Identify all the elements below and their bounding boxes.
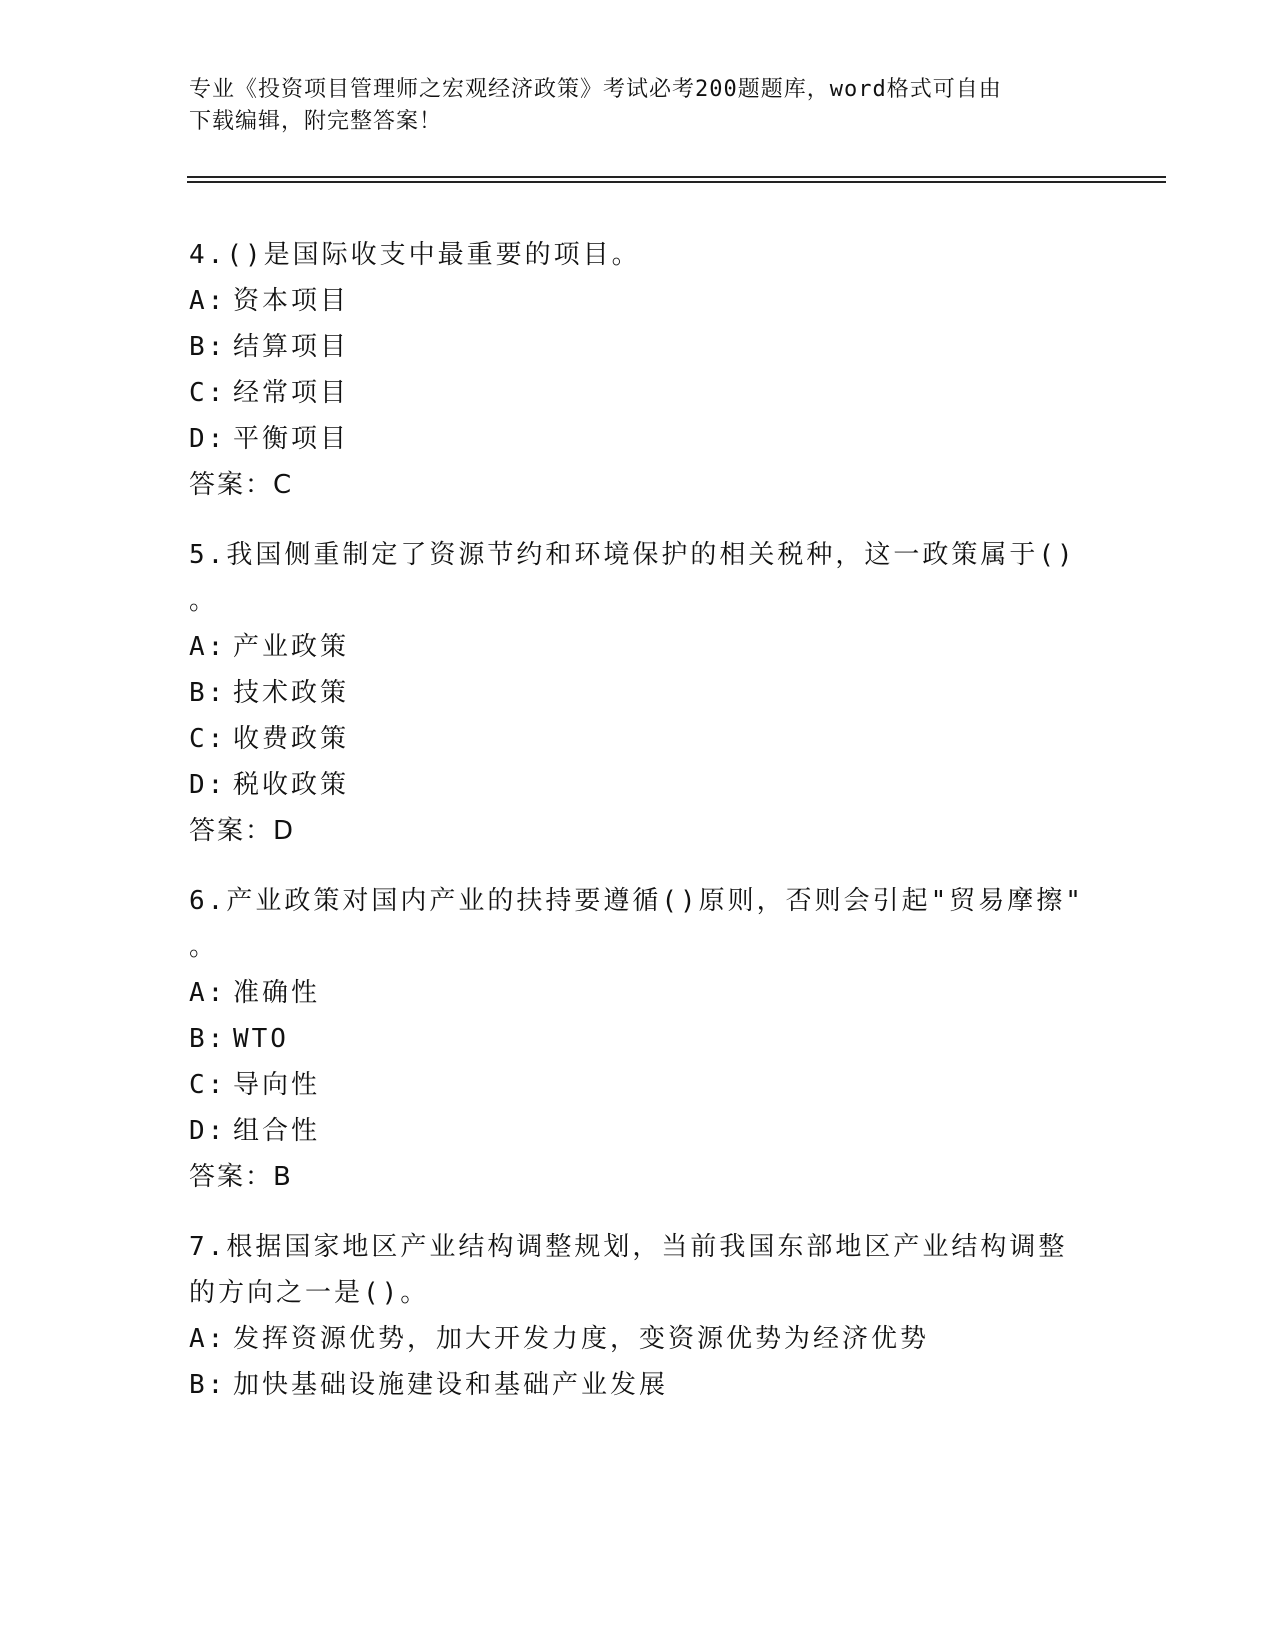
question-text-continued: 。 xyxy=(189,932,219,962)
question-number: 6. xyxy=(189,886,227,916)
option-key: A: xyxy=(189,1324,227,1354)
answer: 答案：B xyxy=(189,1162,293,1192)
option-d xyxy=(189,762,1089,808)
option-a xyxy=(189,278,1089,324)
option-text: 准确性 xyxy=(233,978,321,1008)
option-key: B: xyxy=(189,1024,227,1054)
option-a xyxy=(189,1316,1089,1362)
option-text: 发挥资源优势，加大开发力度，变资源优势为经济优势 xyxy=(233,1324,930,1354)
question-stem: 我国侧重制定了资源节约和环境保护的相关税种，这一政策属于() xyxy=(226,540,1076,570)
option-d xyxy=(189,1108,1089,1154)
option-c xyxy=(189,370,1089,416)
header-divider-top xyxy=(187,176,1166,178)
question-text xyxy=(189,1224,1089,1270)
option-d xyxy=(189,416,1089,462)
option-key: B: xyxy=(189,332,227,362)
option-a xyxy=(189,624,1089,670)
question-stem: 根据国家地区产业结构调整规划，当前我国东部地区产业结构调整 xyxy=(226,1232,1068,1262)
header-line-2: 下载编辑，附完整答案！ xyxy=(189,109,443,134)
option-text: 技术政策 xyxy=(233,678,350,708)
option-key: C: xyxy=(189,378,227,408)
answer: 答案：D xyxy=(189,816,296,846)
option-b xyxy=(189,670,1089,716)
question-list xyxy=(189,232,1089,1432)
question-text xyxy=(189,232,1089,278)
question-stem: ()是国际收支中最重要的项目。 xyxy=(226,240,641,270)
question-text-continued: 。 xyxy=(189,586,219,616)
option-text: 组合性 xyxy=(233,1116,321,1146)
question-6 xyxy=(189,878,1089,1200)
option-a xyxy=(189,970,1089,1016)
question-text xyxy=(189,532,1089,578)
option-key: B: xyxy=(189,678,227,708)
option-key: D: xyxy=(189,424,227,454)
option-key: B: xyxy=(189,1370,227,1400)
option-text: 收费政策 xyxy=(233,724,350,754)
option-text: 加快基础设施建设和基础产业发展 xyxy=(233,1370,669,1400)
question-text-continued: 的方向之一是()。 xyxy=(189,1278,430,1308)
question-number: 4. xyxy=(189,240,227,270)
question-text xyxy=(189,878,1089,924)
option-text: WTO xyxy=(233,1024,289,1054)
option-key: D: xyxy=(189,770,227,800)
option-key: A: xyxy=(189,632,227,662)
question-number: 5. xyxy=(189,540,227,570)
question-stem: 产业政策对国内产业的扶持要遵循()原则，否则会引起"贸易摩擦" xyxy=(226,886,1084,916)
question-4 xyxy=(189,232,1089,508)
option-c xyxy=(189,1062,1089,1108)
option-text: 经常项目 xyxy=(233,378,350,408)
option-text: 税收政策 xyxy=(233,770,350,800)
header-line-1: 专业《投资项目管理师之宏观经济政策》考试必考200题题库，word格式可自由 xyxy=(189,77,1002,102)
option-text: 产业政策 xyxy=(233,632,350,662)
answer: 答案：C xyxy=(189,470,294,500)
question-number: 7. xyxy=(189,1232,227,1262)
option-key: C: xyxy=(189,1070,227,1100)
option-key: C: xyxy=(189,724,227,754)
header-divider-bottom xyxy=(187,181,1166,183)
option-text: 平衡项目 xyxy=(233,424,350,454)
option-text: 资本项目 xyxy=(233,286,350,316)
option-key: A: xyxy=(189,286,227,316)
option-b xyxy=(189,1016,1089,1062)
option-text: 导向性 xyxy=(233,1070,321,1100)
option-b xyxy=(189,1362,1089,1408)
option-key: A: xyxy=(189,978,227,1008)
option-b xyxy=(189,324,1089,370)
option-text: 结算项目 xyxy=(233,332,350,362)
document-header xyxy=(189,74,1089,138)
option-key: D: xyxy=(189,1116,227,1146)
question-7 xyxy=(189,1224,1089,1408)
question-5 xyxy=(189,532,1089,854)
option-c xyxy=(189,716,1089,762)
